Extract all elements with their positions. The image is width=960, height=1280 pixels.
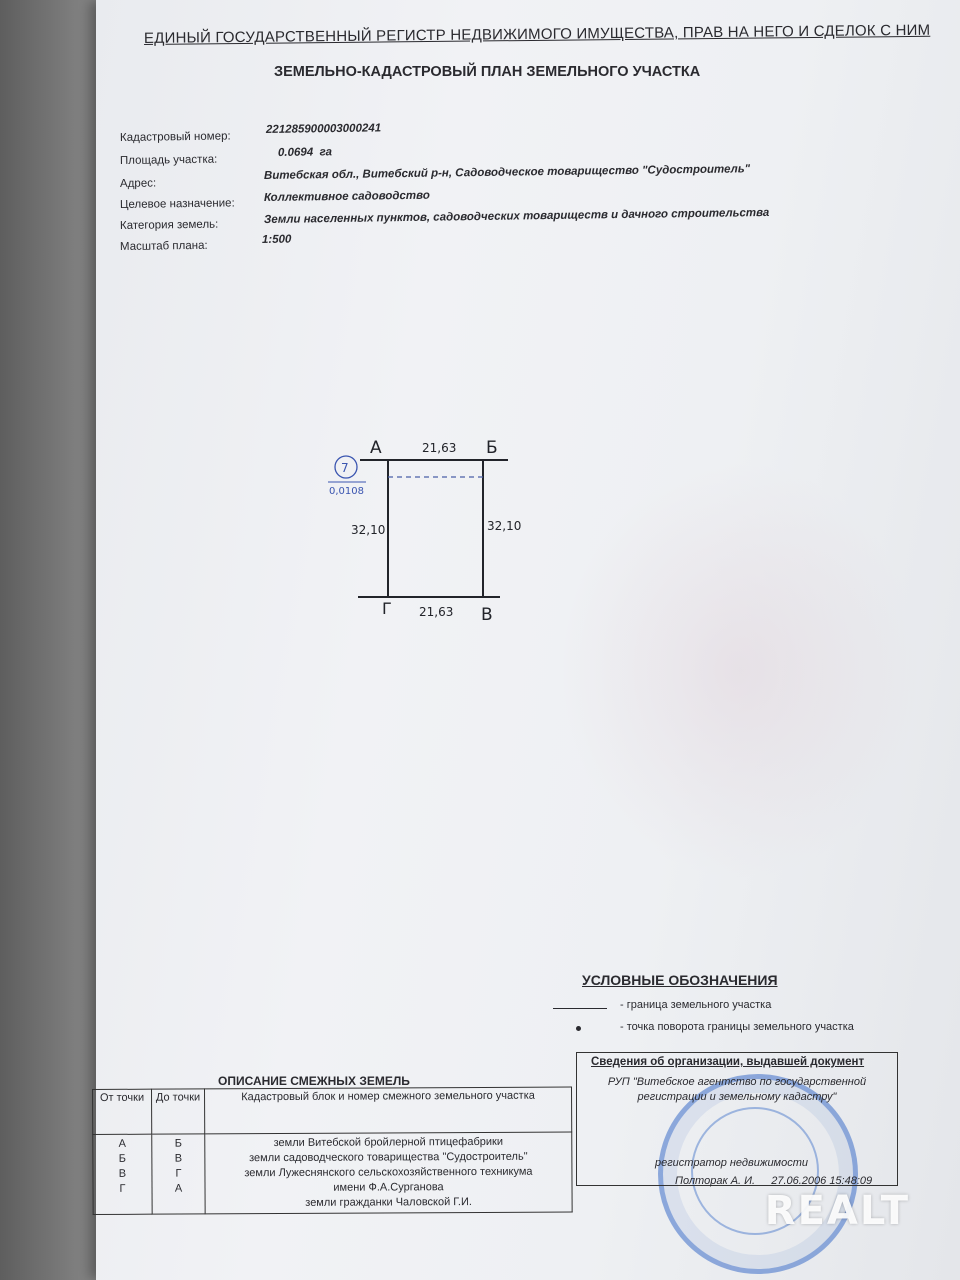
to-point: Г [175, 1167, 182, 1180]
to-point: Б [174, 1137, 182, 1150]
legend-title: УСЛОВНЫЕ ОБОЗНАЧЕНИЯ [582, 972, 778, 988]
adjacent-desc-line: земли садоводческого товарищества "Судостроитель" [249, 1150, 528, 1165]
bottom-length-label: 21,63 [419, 605, 454, 619]
to-points-cell [152, 1134, 205, 1214]
scale-label: Масштаб плана: [119, 239, 208, 253]
registrar-role: регистратор недвижимости [655, 1157, 808, 1169]
adjacent-desc-line: земли Витебской бройлерной птицефабрики [273, 1135, 504, 1150]
purpose-label: Целевое назначение: [119, 197, 235, 211]
from-point: Б [118, 1152, 127, 1165]
from-point: В [118, 1167, 127, 1180]
registry-header: ЕДИНЫЙ ГОСУДАРСТВЕННЫЙ РЕГИСТР НЕДВИЖИМОГО ИМУЩЕСТВА, ПРАВ НА НЕГО И СДЕЛОК С НИМ [143, 21, 931, 47]
address-value: Витебская обл., Витебский р-н, Садоводческое товарищество "Судостроитель" [263, 163, 751, 182]
parcel-area-label: 0,0108 [329, 486, 364, 497]
issuing-organization-box [576, 1052, 898, 1186]
corner-a-label: А [370, 438, 382, 458]
boundary-line-symbol [553, 1008, 607, 1009]
registrar-name: Полторак А. И. [675, 1175, 756, 1187]
organization-name-line: регистрации и земельному кадастру" [637, 1091, 837, 1103]
land-category-label: Категория земель: [119, 218, 219, 232]
issue-datetime: 27.06.2006 15:48:09 [771, 1175, 873, 1187]
scale-value: 1:500 [261, 233, 292, 246]
adjacent-desc-line: земли гражданки Чаловской Г.И. [305, 1196, 472, 1209]
left-length-label: 32,10 [351, 523, 386, 537]
registrar-signoff [675, 1175, 872, 1187]
legend-turn-point: - точка поворота границы земельного участка [620, 1021, 854, 1033]
corner-g-label: Г [382, 599, 392, 618]
organization-name-line: РУП "Витебское агентство по государственной [607, 1076, 867, 1088]
adjacent-lands-title: ОПИСАНИЕ СМЕЖНЫХ ЗЕМЕЛЬ [218, 1074, 410, 1088]
to-point: А [174, 1182, 183, 1195]
column-to-header: До точки [152, 1089, 205, 1134]
address-label: Адрес: [119, 177, 157, 190]
area-value: 0.0694 га [277, 146, 333, 159]
top-length-label: 21,63 [422, 441, 457, 455]
parcel-number-label: 7 [341, 461, 349, 475]
corner-v-label: В [481, 605, 493, 625]
realt-watermark: REALT [764, 1188, 910, 1234]
legend-boundary: - граница земельного участка [620, 999, 772, 1011]
cadastral-number-label: Кадастровый номер: [119, 130, 231, 144]
corner-b-label: Б [486, 438, 498, 458]
adjacent-lands-table [92, 1086, 573, 1215]
from-point: Г [119, 1182, 126, 1195]
turn-point-symbol [576, 1026, 581, 1031]
area-label: Площадь участка: [119, 153, 218, 167]
cadastral-number-value: 221285900003000241 [265, 122, 382, 136]
purpose-value: Коллективное садоводство [263, 189, 430, 204]
adjacent-desc-line: имени Ф.А.Сурганова [333, 1181, 444, 1194]
column-desc-header: Кадастровый блок и номер смежного земельного участка [205, 1087, 572, 1134]
organization-title: Сведения об организации, выдавшей документ [591, 1056, 865, 1068]
column-from-header: От точки [93, 1089, 152, 1134]
adjacent-desc-cell [205, 1132, 572, 1214]
organization-name [577, 1075, 897, 1105]
from-points-cell [93, 1134, 152, 1214]
land-category-value: Земли населенных пунктов, садоводческих товариществ и дачного строительства [263, 206, 770, 226]
right-length-label: 32,10 [487, 519, 522, 533]
to-point: В [174, 1152, 183, 1165]
adjacent-desc-line: земли Лужеснянского сельскохозяйственного техникума [244, 1165, 533, 1180]
document-title: ЗЕМЕЛЬНО-КАДАСТРОВЫЙ ПЛАН ЗЕМЕЛЬНОГО УЧАСТКА [274, 64, 701, 80]
from-point: А [118, 1137, 126, 1150]
